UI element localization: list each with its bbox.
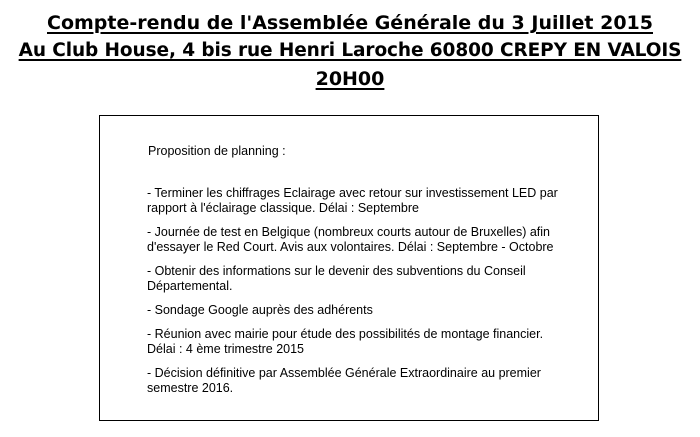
item-line: - Journée de test en Belgique (nombreux courts autour de Bruxelles) afin [147, 225, 551, 239]
item-line: Délai : 4 ème trimestre 2015 [147, 342, 305, 356]
title-line: Compte-rendu de l'Assemblée Générale du 3 Juillet 2015 [47, 12, 653, 34]
item-line: - Terminer les chiffrages Eclairage avec retour sur investissement LED par [147, 186, 558, 200]
time-line: 20H00 [315, 68, 385, 90]
document-header [0, 9, 700, 93]
item-line: - Obtenir des informations sur le devenir des subventions du Conseil [147, 264, 526, 278]
item-line: - Décision définitive par Assemblée Générale Extraordinaire au premier [147, 366, 541, 380]
item-line: - Réunion avec mairie pour étude des possibilités de montage financier. [147, 327, 544, 341]
location-line: Au Club House, 4 bis rue Henri Laroche 60800 CREPY EN VALOIS [18, 40, 682, 61]
item-line: - Sondage Google auprès des adhérents [147, 303, 373, 317]
planning-item-decision [147, 366, 587, 396]
planning-item-subventions [147, 264, 587, 294]
item-line: rapport à l'éclairage classique. Délai : Septembre [147, 201, 419, 215]
planning-list [147, 186, 587, 405]
planning-item-sondage [147, 303, 587, 318]
item-line: Départemental. [147, 279, 233, 293]
planning-box [99, 115, 599, 421]
planning-item-mairie [147, 327, 587, 357]
planning-item-eclairage [147, 186, 587, 216]
item-line: semestre 2016. [147, 381, 234, 395]
item-line: d'essayer le Red Court. Avis aux volontaires. Délai : Septembre - Octobre [147, 240, 554, 254]
planning-item-belgique [147, 225, 587, 255]
planning-intro: Proposition de planning : [148, 144, 286, 158]
